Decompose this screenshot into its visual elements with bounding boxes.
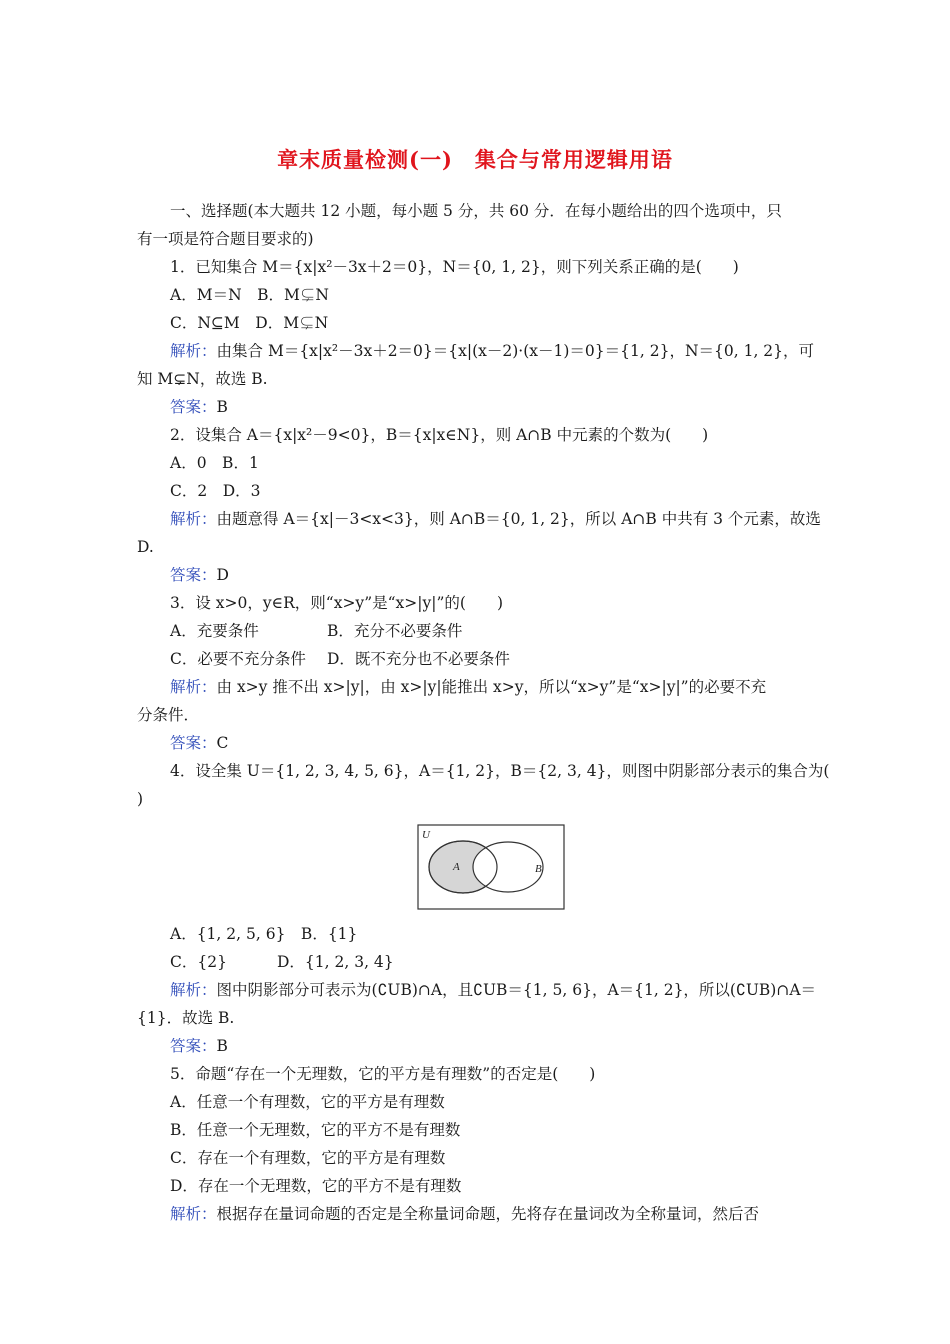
q2-analysis-line-2: D. [137, 538, 154, 556]
q5-option-a: A．任意一个有理数，它的平方是有理数 [170, 1093, 445, 1111]
q3-answer [170, 733, 850, 753]
analysis-label: 解析： [170, 678, 217, 696]
answer-label: 答案： [170, 566, 217, 584]
q1-options-cd: C．N⊆M D．M⊊N [170, 314, 329, 332]
q4-answer [170, 1036, 850, 1056]
answer-label: 答案： [170, 398, 217, 416]
q3-answer-value: C [216, 734, 229, 752]
q2-answer [170, 565, 850, 585]
q4-stem-line-2: ) [137, 790, 144, 808]
q4-answer-value: B [216, 1037, 228, 1055]
analysis-label: 解析： [170, 342, 217, 360]
q5-option-d: D．存在一个无理数，它的平方不是有理数 [170, 1177, 462, 1195]
analysis-label: 解析： [170, 510, 217, 528]
q3-analysis-line-1 [170, 677, 850, 697]
q4-analysis-text: 图中阴影部分可表示为(∁UB)∩A，且∁UB＝{1, 5, 6}，A＝{1, 2}，所以(∁UB)∩A＝ [216, 981, 817, 999]
q4-analysis-line-2: {1}．故选 B. [137, 1009, 235, 1027]
q2-analysis-text: 由题意得 A＝{x|－3<x<3}，则 A∩B＝{0, 1, 2}，所以 A∩B 中共有 3 个元素，故选 [216, 510, 821, 528]
set-b-ellipse [473, 842, 543, 892]
q3-option-c: C．必要不充分条件 [170, 650, 306, 668]
q5-stem: 5．命题“存在一个无理数，它的平方是有理数”的否定是( ) [170, 1065, 596, 1083]
section-intro-line-1: 一、选择题(本大题共 12 小题，每小题 5 分，共 60 分．在每小题给出的四个选项中，只 [170, 202, 782, 220]
q2-options-cd: C．2 D．3 [170, 482, 261, 500]
q5-analysis-line-1 [170, 1204, 850, 1224]
q3-option-d: D．既不充分也不必要条件 [327, 650, 510, 668]
q4-options-ab: A．{1, 2, 5, 6} B．{1} [170, 925, 358, 943]
q5-analysis-text: 根据存在量词命题的否定是全称量词命题，先将存在量词改为全称量词，然后否 [216, 1205, 760, 1223]
q3-stem: 3．设 x>0，y∈R，则“x>y”是“x>|y|”的( ) [170, 594, 503, 612]
venn-diagram [417, 824, 565, 910]
q3-analysis-text: 由 x>y 推不出 x>|y|，由 x>|y|能推出 x>y，所以“x>y”是“x>|y|”的必要不充 [216, 678, 767, 696]
venn-label-a: A [453, 861, 460, 873]
analysis-label: 解析： [170, 1205, 217, 1223]
q4-option-d: D．{1, 2, 3, 4} [277, 953, 394, 971]
venn-label-u: U [422, 829, 430, 841]
q2-answer-value: D [216, 566, 229, 584]
q4-analysis-line-1 [170, 980, 850, 1000]
q1-answer [170, 397, 850, 417]
q1-options-ab: A．M＝N B．M⊊N [170, 286, 329, 304]
analysis-label: 解析： [170, 981, 217, 999]
q4-stem: 4．设全集 U＝{1, 2, 3, 4, 5, 6}，A＝{1, 2}，B＝{2, 3, 4}，则图中阴影部分表示的集合为( [170, 762, 830, 780]
q2-stem: 2．设集合 A＝{x|x²－9<0}，B＝{x|x∈N}，则 A∩B 中元素的个数为( ) [170, 426, 709, 444]
q3-option-b: B．充分不必要条件 [327, 622, 463, 640]
q1-analysis-text: 由集合 M＝{x|x²－3x＋2＝0}＝{x|(x－2)·(x－1)＝0}＝{1, 2}，N＝{0, 1, 2}，可 [216, 342, 815, 360]
answer-label: 答案： [170, 734, 217, 752]
q1-analysis-line-2: 知 M⊊N，故选 B. [137, 370, 268, 388]
page-title: 章末质量检测(一) 集合与常用逻辑用语 [277, 147, 673, 172]
q5-option-b: B．任意一个无理数，它的平方不是有理数 [170, 1121, 461, 1139]
q1-stem: 1．已知集合 M＝{x|x²－3x＋2＝0}，N＝{0, 1, 2}，则下列关系正确的是( ) [170, 258, 739, 276]
q1-answer-value: B [216, 398, 228, 416]
q3-option-a: A．充要条件 [170, 622, 259, 640]
q4-option-c: C．{2} [170, 953, 227, 971]
section-intro-line-2: 有一项是符合题目要求的) [137, 230, 314, 248]
q3-analysis-line-2: 分条件． [137, 706, 200, 724]
q1-analysis-line-1 [170, 341, 850, 361]
q5-option-c: C．存在一个有理数，它的平方是有理数 [170, 1149, 446, 1167]
venn-label-b: B [535, 863, 542, 875]
q2-options-ab: A．0 B．1 [170, 454, 259, 472]
answer-label: 答案： [170, 1037, 217, 1055]
q2-analysis-line-1 [170, 509, 850, 529]
